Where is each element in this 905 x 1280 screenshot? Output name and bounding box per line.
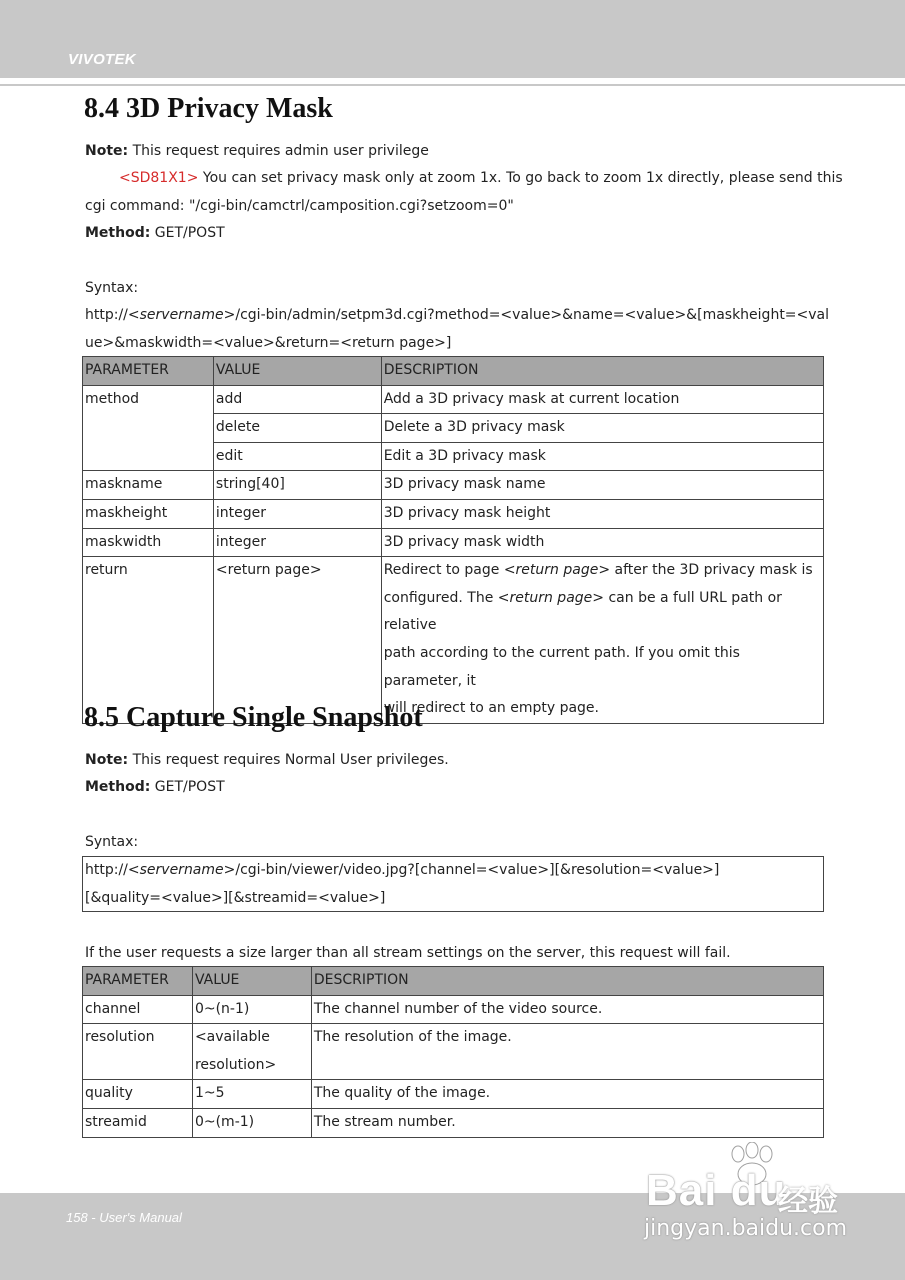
watermark-url: jingyan.baidu.com xyxy=(644,1216,848,1241)
col-header-parameter: PARAMETER xyxy=(83,357,214,386)
note-line xyxy=(85,141,429,161)
table-header-row xyxy=(83,967,824,996)
page-number: 158 - User's Manual xyxy=(66,1210,182,1225)
method-value: GET/POST xyxy=(150,225,225,241)
syntax-servername: <servername> xyxy=(127,862,236,878)
brand-logo-text: VIVOTEK xyxy=(68,51,136,68)
syntax-url-line-2: ue>&maskwidth=<value>&return=<return page>] xyxy=(85,335,452,351)
value-cell: <return page> xyxy=(213,557,381,724)
method-line xyxy=(85,777,225,797)
privacy-mask-parameter-table xyxy=(82,356,824,724)
baidu-watermark xyxy=(640,1142,860,1252)
note-text: This request requires admin user privilege xyxy=(128,143,429,159)
table-row xyxy=(83,385,824,414)
sd-note-line-2: cgi command: "/cgi-bin/camctrl/camposition.cgi?setzoom=0" xyxy=(85,198,514,214)
desc-cell: The quality of the image. xyxy=(311,1080,823,1109)
desc-cell: 3D privacy mask width xyxy=(381,528,823,557)
desc-cell: The stream number. xyxy=(311,1108,823,1137)
col-header-value: VALUE xyxy=(213,357,381,386)
syntax-path: /cgi-bin/viewer/video.jpg?[channel=<value>][&resolution=<value>] xyxy=(235,862,720,878)
table-row xyxy=(83,995,824,1024)
value-text: resolution> xyxy=(194,1056,277,1073)
section-title-capture-snapshot: 8.5 Capture Single Snapshot xyxy=(84,702,423,733)
value-text: <available xyxy=(194,1029,270,1046)
method-line xyxy=(85,223,225,243)
value-cell: add xyxy=(213,385,381,414)
param-cell: maskname xyxy=(83,471,214,500)
param-cell: maskheight xyxy=(83,499,214,528)
syntax-label: Syntax: xyxy=(85,834,139,850)
fail-note: If the user requests a size larger than all stream settings on the server, this request will fail. xyxy=(85,945,731,961)
note-text: This request requires Normal User privileges. xyxy=(128,752,449,768)
table-header-row xyxy=(83,357,824,386)
param-cell: streamid xyxy=(83,1108,193,1137)
desc-cell: 3D privacy mask height xyxy=(381,499,823,528)
value-cell: 1~5 xyxy=(192,1080,311,1109)
table-row xyxy=(83,1024,824,1080)
desc-text: path according to the current path. If you omit this parameter, it xyxy=(383,644,740,689)
syntax-servername: <servername> xyxy=(127,307,236,323)
snapshot-parameter-table xyxy=(82,966,824,1138)
syntax-protocol: http:// xyxy=(85,307,128,323)
desc-text: can be a full URL path or relative xyxy=(383,589,782,634)
col-header-description: DESCRIPTION xyxy=(381,357,823,386)
syntax-box xyxy=(82,856,824,912)
value-cell: 0~(m-1) xyxy=(192,1108,311,1137)
syntax-url-line-2: [&quality=<value>][&streamid=<value>] xyxy=(85,889,386,906)
table-row xyxy=(83,557,824,724)
desc-italic: <return page> xyxy=(503,562,611,579)
method-label: Method: xyxy=(85,779,151,795)
sd-note-line xyxy=(119,168,843,188)
watermark-cn-text: 经验 xyxy=(778,1184,838,1219)
value-cell: edit xyxy=(213,442,381,471)
section-title-3d-privacy-mask: 8.4 3D Privacy Mask xyxy=(84,93,333,124)
desc-cell: Delete a 3D privacy mask xyxy=(381,414,823,443)
syntax-url-line-1 xyxy=(85,305,829,325)
table-row xyxy=(83,1080,824,1109)
note-label: Note: xyxy=(85,752,129,768)
value-cell xyxy=(192,1024,311,1080)
value-cell: integer xyxy=(213,499,381,528)
desc-cell: The channel number of the video source. xyxy=(311,995,823,1024)
header-rule xyxy=(0,84,905,86)
param-cell: return xyxy=(83,557,214,724)
table-row xyxy=(83,499,824,528)
value-cell: delete xyxy=(213,414,381,443)
table-row xyxy=(83,471,824,500)
value-cell: string[40] xyxy=(213,471,381,500)
note-label: Note: xyxy=(85,143,129,159)
param-cell: method xyxy=(83,385,214,471)
desc-cell: 3D privacy mask name xyxy=(381,471,823,500)
desc-cell xyxy=(381,557,823,724)
param-cell: maskwidth xyxy=(83,528,214,557)
param-cell: resolution xyxy=(83,1024,193,1080)
sd-note-text: You can set privacy mask only at zoom 1x. To go back to zoom 1x directly, please send this xyxy=(198,170,843,186)
param-cell: quality xyxy=(83,1080,193,1109)
value-cell: 0~(n-1) xyxy=(192,995,311,1024)
desc-text: configured. The xyxy=(383,589,498,606)
syntax-path: /cgi-bin/admin/setpm3d.cgi?method=<value>&name=<value>&[maskheight=<val xyxy=(235,307,830,323)
syntax-label: Syntax: xyxy=(85,280,139,296)
param-cell: channel xyxy=(83,995,193,1024)
syntax-protocol: http:// xyxy=(85,862,128,878)
syntax-url-line-1 xyxy=(85,857,823,885)
desc-text: after the 3D privacy mask is xyxy=(610,562,813,579)
desc-text: Redirect to page xyxy=(383,562,504,579)
table-row xyxy=(83,1108,824,1137)
col-header-value: VALUE xyxy=(192,967,311,996)
model-tag: <SD81X1> xyxy=(119,170,199,186)
method-value: GET/POST xyxy=(150,779,225,795)
value-cell: integer xyxy=(213,528,381,557)
table-row xyxy=(83,528,824,557)
col-header-parameter: PARAMETER xyxy=(83,967,193,996)
method-label: Method: xyxy=(85,225,151,241)
desc-cell: Edit a 3D privacy mask xyxy=(381,442,823,471)
desc-cell: Add a 3D privacy mask at current location xyxy=(381,385,823,414)
desc-italic: <return page> xyxy=(497,589,605,606)
desc-text: will redirect to an empty page. xyxy=(383,700,599,717)
desc-cell: The resolution of the image. xyxy=(311,1024,823,1080)
note-line xyxy=(85,750,449,770)
watermark-main-text: Bai du xyxy=(646,1166,787,1215)
col-header-description: DESCRIPTION xyxy=(311,967,823,996)
